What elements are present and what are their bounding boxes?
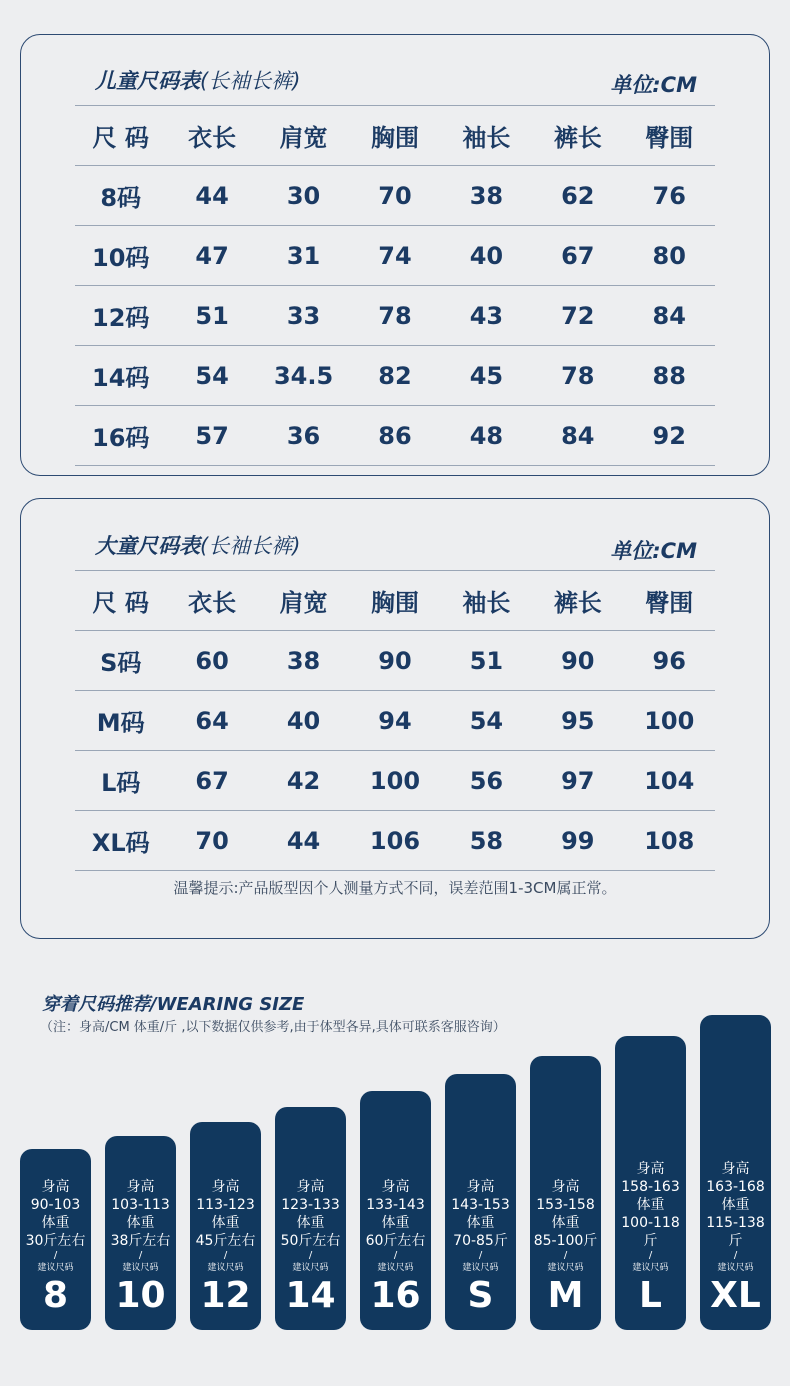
size-bar-12 [190, 1122, 261, 1330]
weight-range: 115-138斤 [706, 1215, 765, 1249]
weight-label: 体重 [636, 1197, 665, 1213]
separator: / [648, 1250, 653, 1261]
table-cell: 8码 [100, 184, 142, 212]
suggest-label: 建议尺码 [377, 1263, 414, 1273]
weight-range: 100-118斤 [621, 1215, 680, 1249]
height-label: 身高 [466, 1179, 495, 1195]
size-bar-8 [20, 1149, 91, 1330]
table-cell: 96 [652, 646, 686, 675]
table-header-cell: 臀围 [645, 124, 694, 152]
height-label: 身高 [381, 1179, 410, 1195]
size-value: 8 [42, 1275, 69, 1316]
table-cell: 64 [195, 706, 229, 735]
table-cell: 44 [195, 181, 229, 210]
suggest-label: 建议尺码 [292, 1263, 329, 1273]
table-cell: 72 [561, 301, 595, 330]
table-cell: 56 [469, 766, 504, 795]
table-header-cell: 肩宽 [279, 589, 328, 617]
height-label: 身高 [126, 1179, 155, 1195]
table-row [75, 810, 715, 870]
table-cell: 100 [644, 706, 695, 735]
wearing-size-note: （注：身高/CM 体重/斤 ,以下数据仅供参考,由于体型各异,具体可联系客服咨询） [40, 1020, 506, 1035]
height-label: 身高 [721, 1161, 750, 1177]
table-cell: 80 [652, 241, 686, 270]
weight-label: 体重 [211, 1215, 240, 1231]
table-cell: 88 [652, 361, 686, 390]
size-value: S [467, 1275, 494, 1316]
size-value: XL [710, 1275, 761, 1316]
weight-range: 45斤左右 [195, 1233, 256, 1249]
table-row [75, 225, 715, 285]
height-label: 身高 [551, 1179, 580, 1195]
separator: / [393, 1250, 398, 1261]
weight-range: 38斤左右 [110, 1233, 171, 1249]
table-cell: 84 [652, 301, 686, 330]
table-cell: 58 [469, 826, 504, 855]
size-value: 16 [370, 1275, 421, 1316]
height-range: 153-158 [536, 1197, 595, 1213]
size-bar-16 [360, 1091, 431, 1330]
table-cell: 86 [378, 421, 412, 450]
size-value: 12 [200, 1275, 251, 1316]
weight-range: 85-100斤 [533, 1233, 598, 1249]
size-value: L [639, 1275, 662, 1316]
suggest-label: 建议尺码 [37, 1263, 74, 1273]
kids-size-table [75, 105, 715, 466]
table-cell: 48 [469, 421, 504, 450]
table-cell: XL码 [91, 829, 150, 857]
table-cell: 108 [644, 826, 695, 855]
table-cell: 57 [195, 421, 229, 450]
weight-label: 体重 [551, 1215, 580, 1231]
table-cell: 104 [644, 766, 695, 795]
separator: / [478, 1250, 483, 1261]
table-cell: S码 [100, 649, 142, 677]
weight-range: 60斤左右 [365, 1233, 426, 1249]
table-bottom-rule [75, 870, 715, 871]
table-cell: 10码 [92, 244, 150, 272]
weight-label: 体重 [126, 1215, 155, 1231]
size-bar-xl [700, 1015, 771, 1330]
table-row [75, 630, 715, 690]
table-cell: 78 [378, 301, 412, 330]
table-header-cell: 衣长 [188, 124, 237, 152]
weight-label: 体重 [721, 1197, 750, 1213]
measurement-note: 温馨提示:产品版型因个人测量方式不同，误差范围1-3CM属正常。 [173, 879, 617, 897]
suggest-label: 建议尺码 [547, 1263, 584, 1273]
table-header-row [75, 570, 715, 630]
teen-size-card [20, 498, 770, 939]
table-cell: M码 [96, 709, 145, 737]
size-value: M [547, 1275, 584, 1316]
table-cell: 31 [286, 241, 321, 270]
table-header-cell: 尺 码 [92, 589, 149, 617]
suggest-label: 建议尺码 [632, 1263, 669, 1273]
table-cell: 51 [195, 301, 229, 330]
wearing-size-title: 穿着尺码推荐/WEARING SIZE [42, 994, 305, 1015]
table-cell: 44 [286, 826, 321, 855]
table-row [75, 285, 715, 345]
size-bar-m [530, 1056, 601, 1330]
size-bar-s [445, 1074, 516, 1330]
table-cell: 12码 [92, 304, 150, 332]
table-header-cell: 袖长 [462, 589, 511, 617]
table-cell: 67 [195, 766, 229, 795]
weight-range: 70-85斤 [453, 1233, 508, 1249]
table-cell: 100 [369, 766, 421, 795]
height-label: 身高 [296, 1179, 325, 1195]
height-range: 103-113 [111, 1197, 170, 1213]
table-cell: 14码 [92, 364, 150, 392]
height-range: 158-163 [621, 1179, 680, 1195]
table-cell: 76 [652, 181, 686, 210]
table-cell: 95 [561, 706, 595, 735]
weight-range: 50斤左右 [280, 1233, 341, 1249]
kids-unit-label: 单位:CM [610, 73, 697, 97]
table-cell: 90 [378, 646, 412, 675]
weight-label: 体重 [41, 1215, 70, 1231]
table-cell: 38 [286, 646, 321, 675]
table-header-cell: 臀围 [645, 589, 694, 617]
height-label: 身高 [636, 1161, 665, 1177]
size-bar-l [615, 1036, 686, 1330]
table-cell: 67 [561, 241, 595, 270]
height-range: 90-103 [30, 1197, 81, 1213]
table-cell: 36 [286, 421, 321, 450]
size-value: 10 [115, 1275, 166, 1316]
table-header-row [75, 105, 715, 165]
table-row [75, 750, 715, 810]
teen-size-table [75, 570, 715, 871]
table-row [75, 690, 715, 750]
table-header-cell: 尺 码 [92, 124, 149, 152]
table-cell: 42 [286, 766, 321, 795]
height-range: 133-143 [366, 1197, 425, 1213]
size-bar-14 [275, 1107, 346, 1330]
table-header-cell: 衣长 [188, 589, 237, 617]
table-cell: 60 [195, 646, 229, 675]
table-cell: 34.5 [273, 361, 334, 390]
table-row [75, 405, 715, 465]
separator: / [733, 1250, 738, 1261]
table-cell: 30 [286, 181, 321, 210]
table-cell: 33 [286, 301, 321, 330]
table-header-cell: 裤长 [553, 589, 602, 617]
table-cell: 106 [369, 826, 421, 855]
table-row [75, 345, 715, 405]
table-cell: 78 [561, 361, 595, 390]
height-range: 113-123 [196, 1197, 255, 1213]
height-range: 143-153 [451, 1197, 510, 1213]
teen-unit-label: 单位:CM [610, 539, 697, 563]
weight-label: 体重 [296, 1215, 325, 1231]
suggest-label: 建议尺码 [717, 1263, 754, 1273]
table-cell: 82 [378, 361, 412, 390]
suggest-label: 建议尺码 [207, 1263, 244, 1273]
table-header-cell: 胸围 [370, 124, 419, 152]
table-cell: 51 [469, 646, 504, 675]
table-header-cell: 裤长 [553, 124, 602, 152]
table-cell: 74 [378, 241, 412, 270]
weight-label: 体重 [466, 1215, 495, 1231]
table-cell: 47 [195, 241, 229, 270]
table-cell: L码 [101, 769, 141, 797]
separator: / [53, 1250, 58, 1261]
height-label: 身高 [211, 1179, 240, 1195]
kids-size-title: 儿童尺码表(长袖长裤) [95, 69, 301, 93]
table-cell: 43 [469, 301, 504, 330]
table-cell: 84 [561, 421, 595, 450]
table-row [75, 165, 715, 225]
table-cell: 62 [561, 181, 595, 210]
table-cell: 70 [378, 181, 412, 210]
table-cell: 40 [286, 706, 321, 735]
separator: / [563, 1250, 568, 1261]
table-bottom-rule [75, 465, 715, 466]
separator: / [223, 1250, 228, 1261]
table-cell: 54 [195, 361, 229, 390]
kids-size-card [20, 34, 770, 476]
table-cell: 97 [561, 766, 595, 795]
suggest-label: 建议尺码 [462, 1263, 499, 1273]
height-range: 163-168 [706, 1179, 765, 1195]
height-label: 身高 [41, 1179, 70, 1195]
table-cell: 70 [195, 826, 229, 855]
table-cell: 45 [469, 361, 504, 390]
size-value: 14 [285, 1275, 336, 1316]
table-cell: 90 [561, 646, 595, 675]
table-header-cell: 肩宽 [279, 124, 328, 152]
table-cell: 40 [469, 241, 504, 270]
table-cell: 94 [378, 706, 412, 735]
table-cell: 92 [652, 421, 686, 450]
table-header-cell: 胸围 [370, 589, 419, 617]
size-bar-10 [105, 1136, 176, 1330]
suggest-label: 建议尺码 [122, 1263, 159, 1273]
table-cell: 38 [469, 181, 504, 210]
weight-label: 体重 [381, 1215, 410, 1231]
height-range: 123-133 [281, 1197, 340, 1213]
table-cell: 99 [561, 826, 595, 855]
teen-size-title: 大童尺码表(长袖长裤) [95, 534, 301, 558]
table-cell: 16码 [92, 424, 150, 452]
table-header-cell: 袖长 [462, 124, 511, 152]
separator: / [308, 1250, 313, 1261]
table-cell: 54 [469, 706, 504, 735]
separator: / [138, 1250, 143, 1261]
weight-range: 30斤左右 [25, 1233, 86, 1249]
